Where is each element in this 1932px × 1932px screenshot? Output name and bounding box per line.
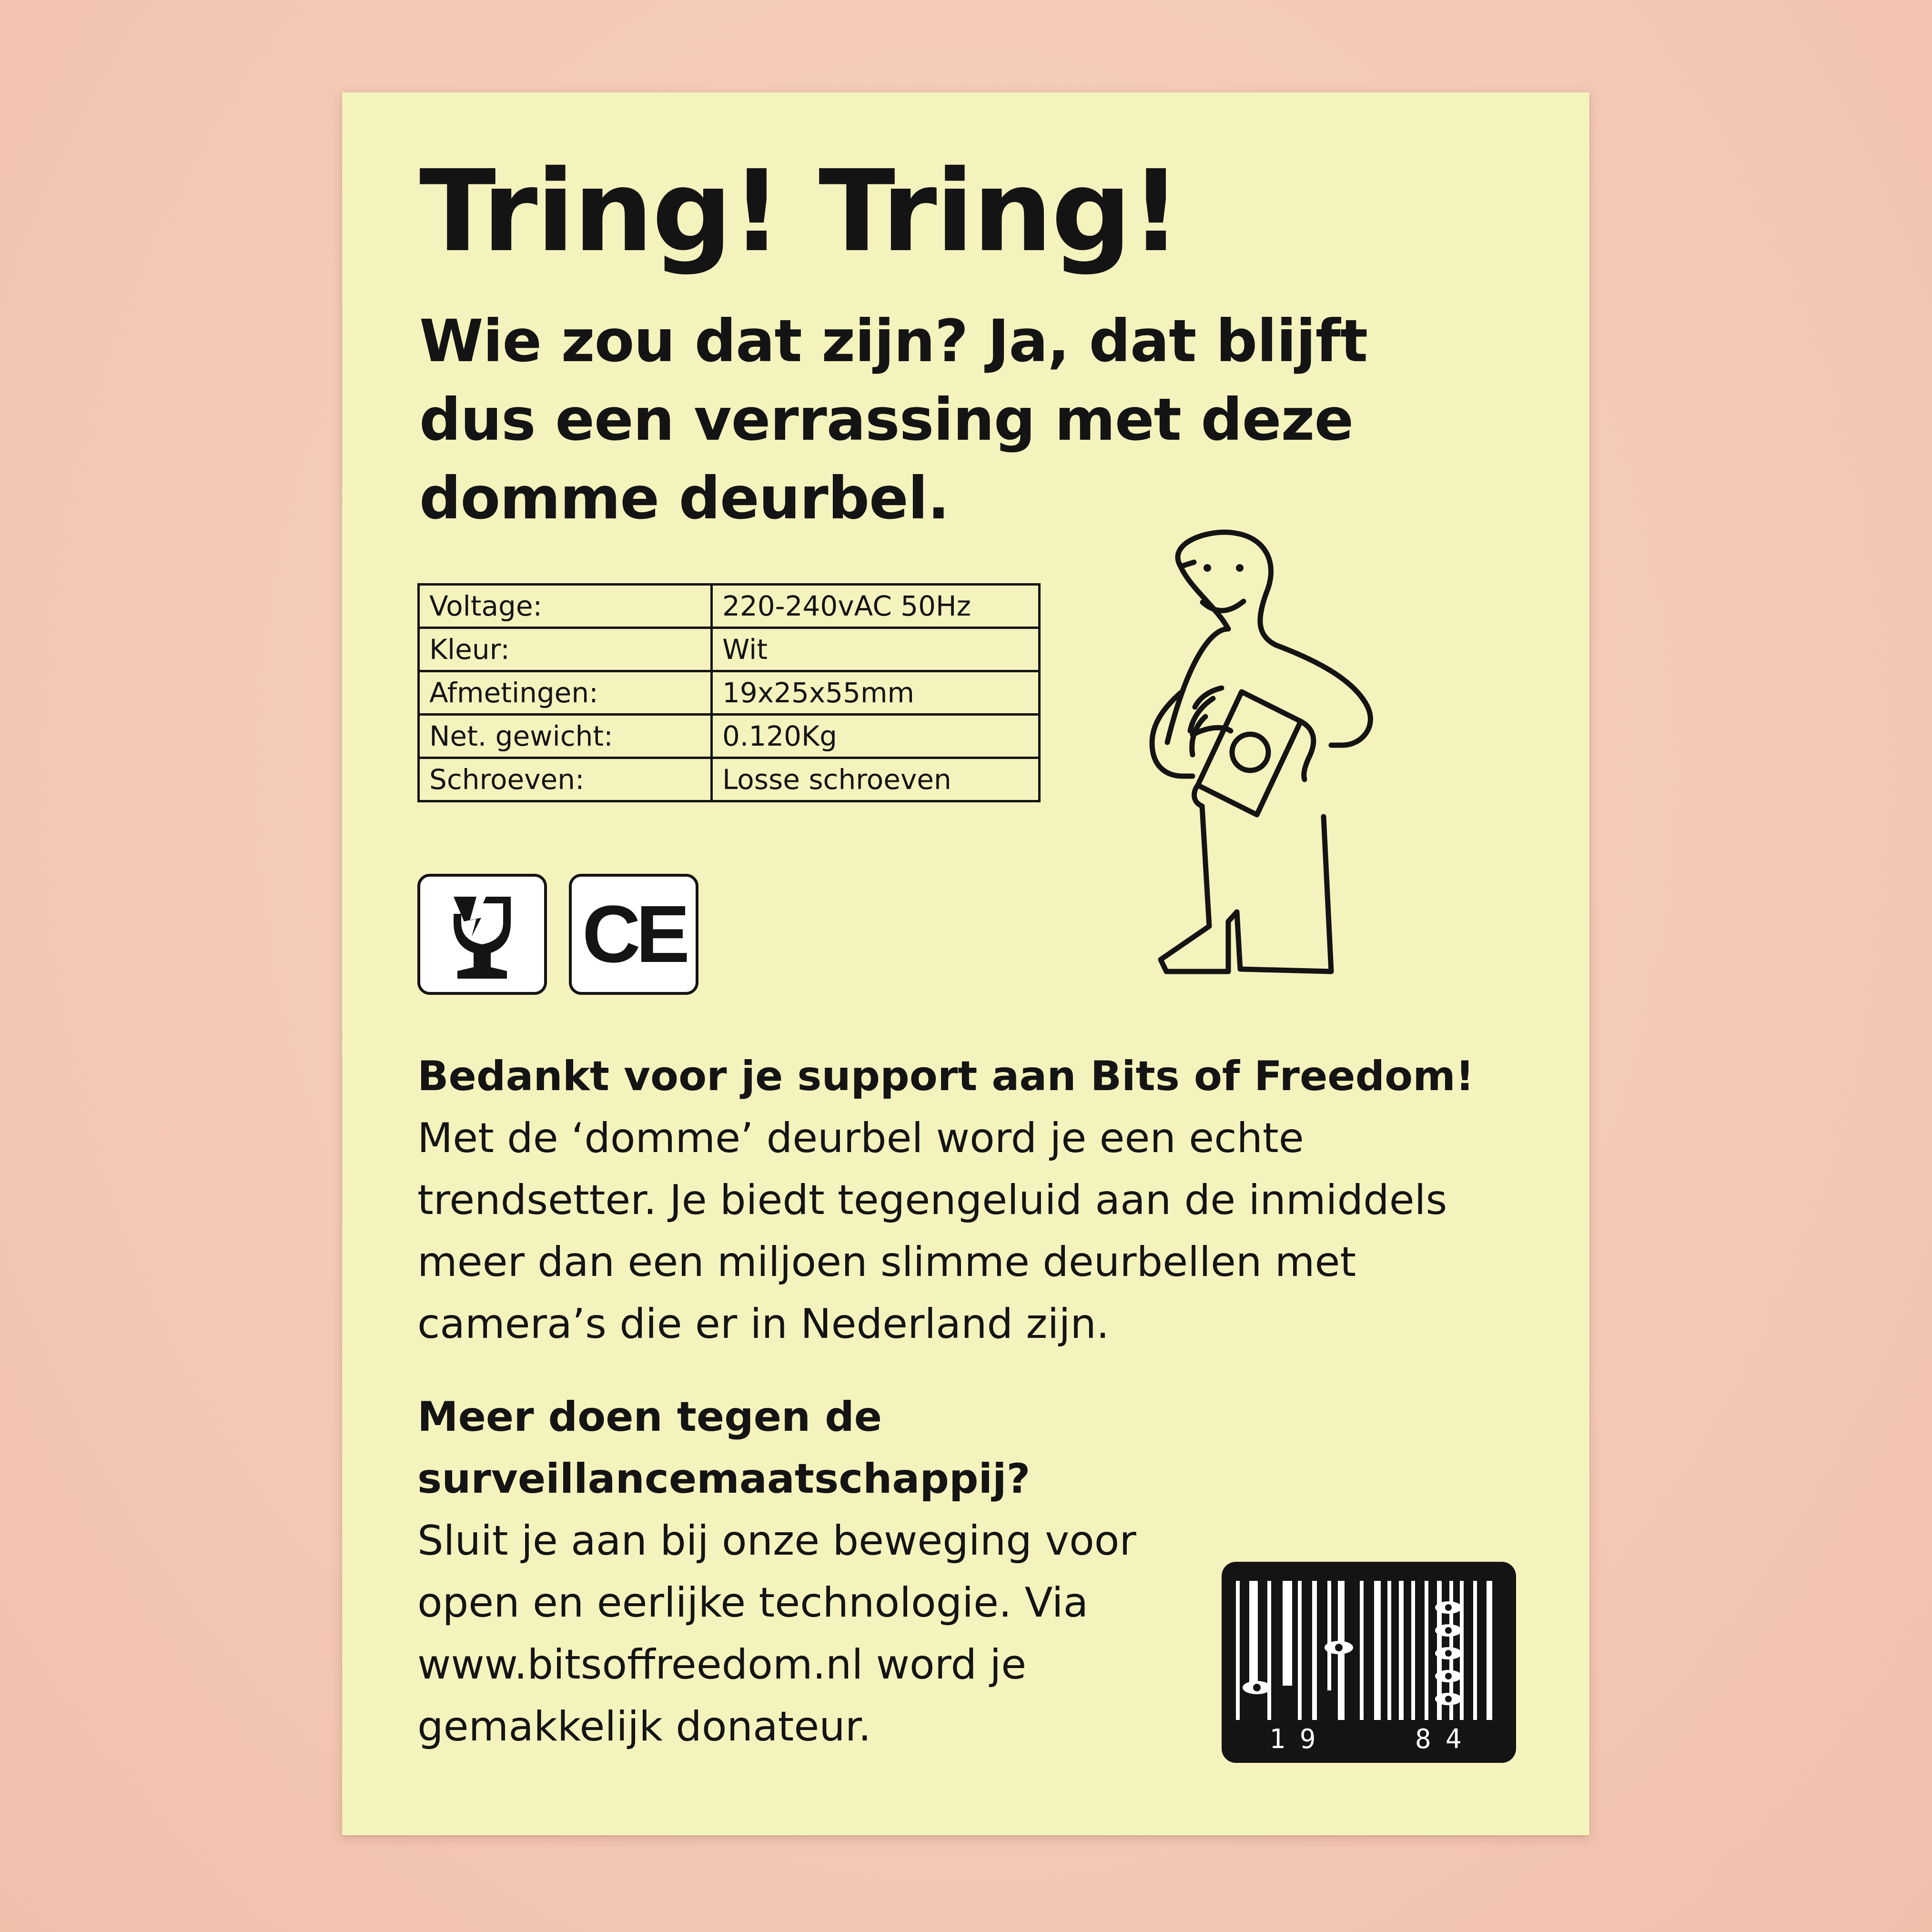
spec-label: Afmetingen: (419, 671, 712, 715)
barcode-eyes-logo (1222, 1562, 1516, 1763)
spec-label: Kleur: (419, 628, 712, 671)
spec-table (417, 583, 1041, 802)
spec-row-afmetingen (419, 671, 1040, 715)
fragile-glass-icon (420, 877, 544, 992)
ce-mark: CE (582, 889, 686, 980)
thank-you-text: Met de ‘domme’ deurbel word je een echte trendsetter. Je biedt tegengeluid aan de inmiddels meer dan een miljoen slimme deurbellen met camera’s die er in Nederland zijn. (417, 1114, 1447, 1348)
spec-value: 220-240vAC 50Hz (712, 585, 1040, 628)
spec-label: Voltage: (419, 585, 712, 628)
thank-you-paragraph (417, 1045, 1513, 1355)
poster (342, 92, 1589, 1835)
spec-row-gewicht (419, 715, 1040, 758)
spec-value: 19x25x55mm (712, 671, 1040, 715)
spec-row-voltage (419, 585, 1040, 628)
headline: Tring! Tring! (419, 146, 1180, 277)
logo-number-left: 19 (1269, 1724, 1330, 1755)
spec-value: 0.120Kg (712, 715, 1040, 758)
thank-you-heading: Bedankt voor je support aan Bits of Freedom! (417, 1052, 1475, 1100)
spec-value: Losse schroeven (712, 758, 1040, 801)
ce-badge (569, 874, 698, 995)
logo-number-right: 84 (1415, 1724, 1476, 1755)
join-text: Sluit je aan bij onze beweging voor open en eerlijke technologie. Via www.bitsoffreedom.nl word je gemakkelijk donateur. (417, 1517, 1136, 1750)
fragile-badge (417, 874, 547, 995)
spec-row-kleur (419, 628, 1040, 671)
join-heading: Meer doen tegen de surveillancemaatschappij? (417, 1393, 1031, 1503)
join-paragraph (417, 1386, 1170, 1758)
spec-label: Net. gewicht: (419, 715, 712, 758)
spec-label: Schroeven: (419, 758, 712, 801)
spec-row-schroeven (419, 758, 1040, 801)
subheadline: Wie zou dat zijn? Ja, dat blijft dus een verrassing met deze domme deurbel. (419, 307, 1368, 532)
person-holding-doorbell-illustration (1114, 516, 1447, 1107)
spec-value: Wit (712, 628, 1040, 671)
